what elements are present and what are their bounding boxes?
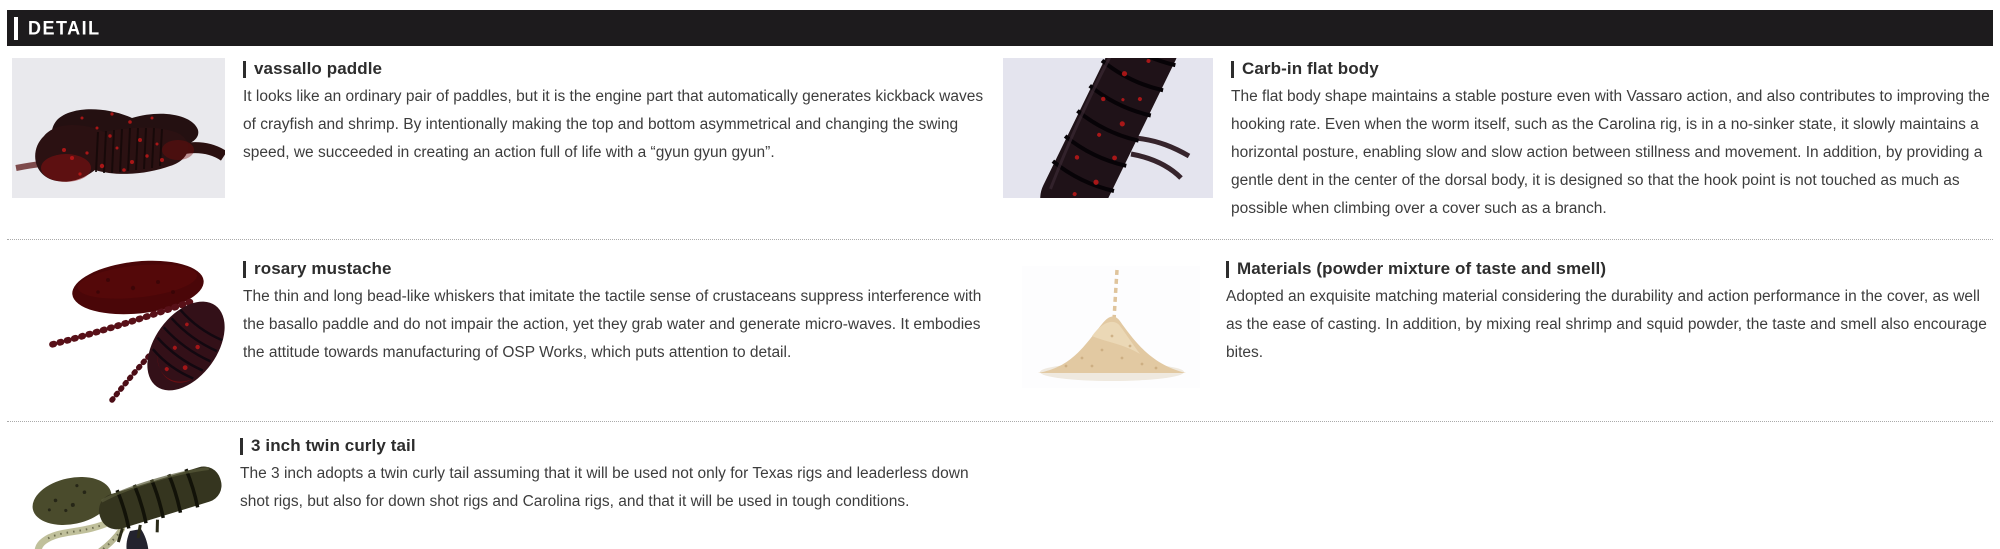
- vassallo-paddle-illustration: [12, 58, 225, 198]
- detail-row-2: [7, 240, 1993, 422]
- section-carb-in-flat-body: [1000, 58, 1993, 223]
- materials-title: [1226, 259, 1993, 279]
- rosary-mustache-photo: [38, 258, 225, 403]
- section-title-text: 3 inch twin curly tail: [251, 436, 416, 455]
- rosary-mustache-illustration: [38, 258, 225, 403]
- section-title-text: rosary mustache: [254, 259, 392, 278]
- carb-in-flat-body-illustration: [1003, 58, 1213, 198]
- section-body-text: It looks like an ordinary pair of paddles, but it is the engine part that automatically generates kickback waves of crayfish and shrimp. By intentionally making the top and bottom asymmetrical and changing the swing speed, we succeeded in creating an action full of life with a “gyun gyun gyun”.: [243, 88, 984, 161]
- section-title-text: Materials (powder mixture of taste and smell): [1237, 259, 1607, 278]
- section-twin-curly-tail: [7, 435, 1000, 549]
- section-vassallo-paddle: [7, 58, 1000, 223]
- section-body-text: The flat body shape maintains a stable posture even with Vassaro action, and also contributes to improving the hooking rate. Even when the worm itself, such as the Carolina rig, is in a no-sinker state, it slowly maintains a horizontal posture, enabling slow and slow action between stillness and movement. In addition, by providing a gentle dent in the center of the dorsal body, it is designed so that the hook point is not touched as much as possible when climbing over a cover such as a branch.: [1231, 88, 1990, 217]
- carb-in-flat-body-title: [1231, 59, 1993, 79]
- title-accent-bar: [243, 261, 246, 278]
- vassallo-paddle-title: [243, 59, 1000, 79]
- header-accent-bar: [14, 17, 18, 40]
- title-accent-bar: [243, 61, 246, 78]
- materials-powder-photo: [1022, 266, 1200, 388]
- section-body-text: Adopted an exquisite matching material considering the durability and action performance in the cover, as well as the ease of casting. In addition, by mixing real shrimp and squid powder, the taste and smell also encourage bites.: [1226, 288, 1987, 361]
- twin-curly-tail-illustration: [12, 435, 222, 549]
- twin-curly-tail-text: [240, 435, 1000, 516]
- section-title-text: Carb-in flat body: [1242, 59, 1379, 78]
- detail-header-bar: [7, 10, 1993, 46]
- section-materials: [1000, 258, 1993, 403]
- carb-in-flat-body-text: [1231, 58, 1993, 223]
- detail-sections-grid: [7, 46, 1993, 549]
- materials-powder-illustration: [1022, 266, 1200, 388]
- title-accent-bar: [1226, 261, 1229, 278]
- vassallo-paddle-text: [243, 58, 1000, 167]
- detail-row-1: [7, 46, 1993, 240]
- title-accent-bar: [1231, 61, 1234, 78]
- detail-row-3: [7, 422, 1993, 549]
- section-title-text: vassallo paddle: [254, 59, 383, 78]
- rosary-mustache-title: [243, 259, 1000, 279]
- twin-curly-tail-photo: [12, 435, 222, 549]
- rosary-mustache-text: [243, 258, 1000, 367]
- carb-in-flat-body-photo: [1003, 58, 1213, 198]
- detail-header-label: DETAIL: [28, 16, 101, 39]
- empty-cell: [1000, 435, 1993, 549]
- materials-text: [1226, 258, 1993, 367]
- twin-curly-tail-title: [240, 436, 1000, 456]
- section-body-text: The thin and long bead-like whiskers that imitate the tactile sense of crustaceans suppress interference with the basallo paddle and do not impair the action, yet they grab water and generate micro-waves. It embodies the attitude towards manufacturing of OSP Works, which puts attention to detail.: [243, 288, 982, 361]
- section-body-text: The 3 inch adopts a twin curly tail assuming that it will be used not only for Texas rigs and leaderless down shot rigs, but also for down shot rigs and Carolina rigs, and that it will be used in tough conditions.: [240, 465, 969, 510]
- section-rosary-mustache: [7, 258, 1000, 403]
- vassallo-paddle-photo: [12, 58, 225, 198]
- title-accent-bar: [240, 438, 243, 455]
